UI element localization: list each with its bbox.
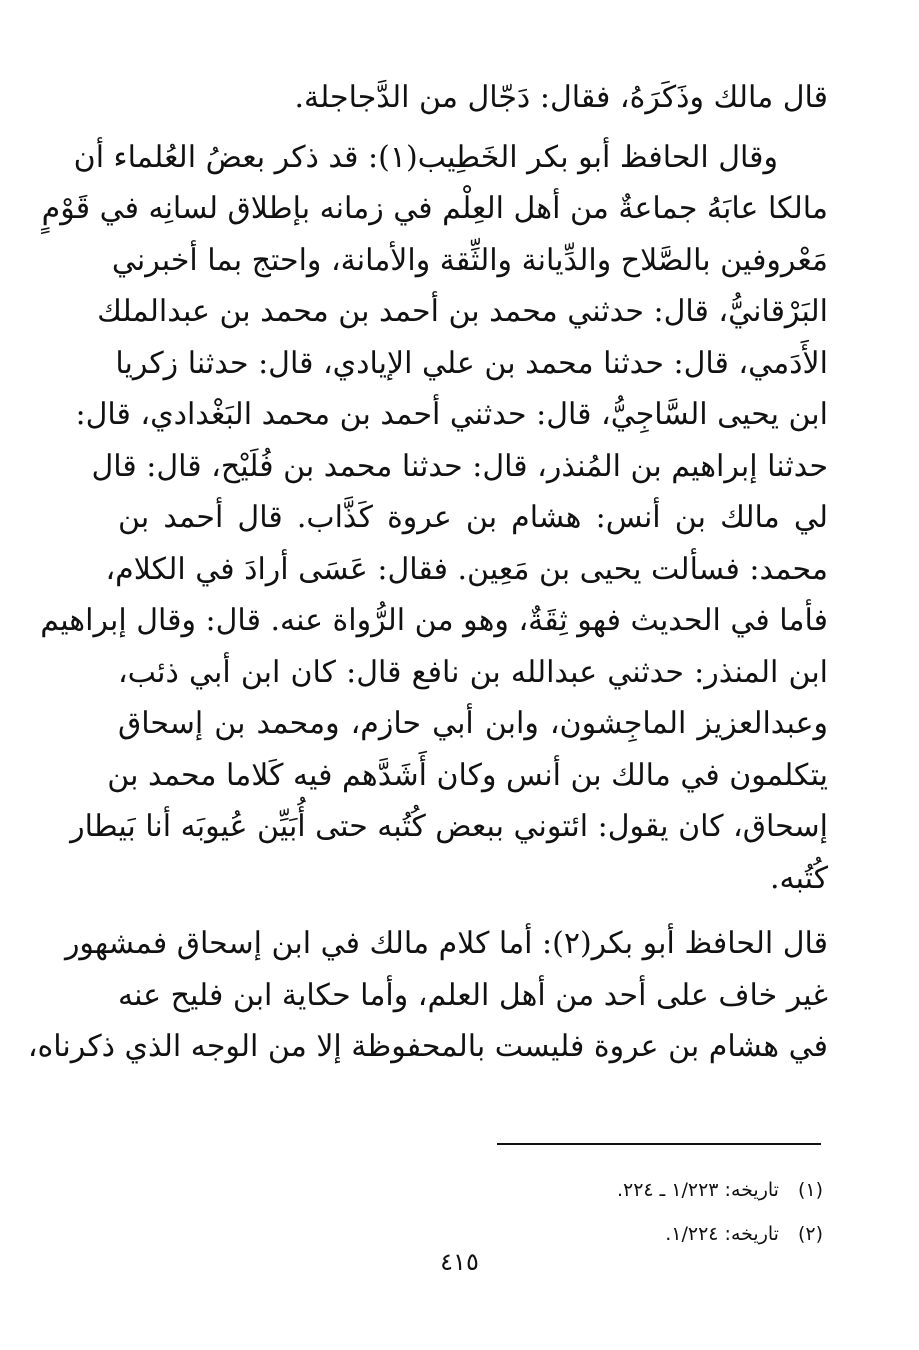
main-text <box>27 72 828 1073</box>
text-line: مَعْروفين بالصَّلاح والدِّيانة والثِّقة والأمانة، واحتج بما أخبرني <box>111 242 828 278</box>
text-line: البَرْقانيُّ، قال: حدثني محمد بن أحمد بن محمد بن عبدالملك <box>97 294 828 329</box>
paragraph-spacer <box>118 904 828 918</box>
text-line: في هشام بن عروة فليست بالمحفوظة إلا من الوجه الذي ذكرناه، <box>27 1029 828 1064</box>
text-line: الأَدَمي، قال: حدثنا محمد بن علي الإيادي، قال: حدثنا زكريا <box>115 345 828 381</box>
footnotes <box>403 1168 823 1256</box>
footnote-number: (٢) <box>797 1223 823 1245</box>
footnote-number: (١) <box>797 1179 823 1201</box>
text-line: غير خاف على أحد من أهل العلم، وأما حكاية ابن فليح عنه <box>118 977 828 1013</box>
text-line: وقال الحافظ أبو بكر الخَطِيب(١): قد ذكر بعضُ العُلماء أن <box>73 139 778 175</box>
page-number: ٤١٥ <box>440 1248 479 1276</box>
text-line: كُتُبه. <box>769 860 828 896</box>
footnote-divider <box>497 1143 821 1145</box>
text-line: يتكلمون في مالك بن أنس وكان أَشَدَّهم فيه كَلاما محمد بن <box>107 757 828 793</box>
text-line: ابن المنذر: حدثني عبدالله بن نافع قال: كان ابن أبي ذئب، <box>118 654 828 690</box>
text-line: قال الحافظ أبو بكر(٢): أما كلام مالك في ابن إسحاق فمشهور <box>64 926 828 961</box>
text-line: حدثنا إبراهيم بن المُنذر، قال: حدثنا محمد بن فُلَيْح، قال: قال <box>91 448 828 484</box>
paragraph-2 <box>27 918 828 1073</box>
text-line: مالكا عابَهُ جماعةٌ من أهل العِلْم في زمانه بإطلاق لسانِه في قَوْمٍ <box>41 191 828 226</box>
paragraph-1 <box>40 132 828 905</box>
text-line: محمد: فسألت يحيى بن مَعِين. فقال: عَسَى أرادَ في الكلام، <box>105 551 828 587</box>
text-line: إسحاق، كان يقول: ائتوني ببعض كُتُبه حتى أُبَيِّن عُيوبَه أنا بَيطار <box>70 809 828 844</box>
text-line: فأما في الحديث فهو ثِقَةٌ، وهو من الرُّواة عنه. قال: وقال إبراهيم <box>40 603 828 638</box>
text-line: وعبدالعزيز الماجِشون، وابن أبي حازم، ومحمد بن إسحاق <box>118 706 828 741</box>
text-line: لي مالك بن أنس: هشام بن عروة كَذَّاب. قال أحمد بن <box>118 500 828 535</box>
footnote-text: تاريخه: ١/٢٢٤. <box>665 1223 779 1245</box>
text-line: ابن يحيى السَّاجِيُّ، قال: حدثني أحمد بن محمد البَغْدادي، قال: <box>75 397 828 432</box>
intro-line: قال مالك وذَكَرَهُ، فقال: دَجّال من الدَّجاجلة. <box>294 80 828 115</box>
footnote-text: تاريخه: ١/٢٢٣ ـ ٢٢٤. <box>616 1179 779 1201</box>
footnote-1 <box>403 1168 823 1212</box>
